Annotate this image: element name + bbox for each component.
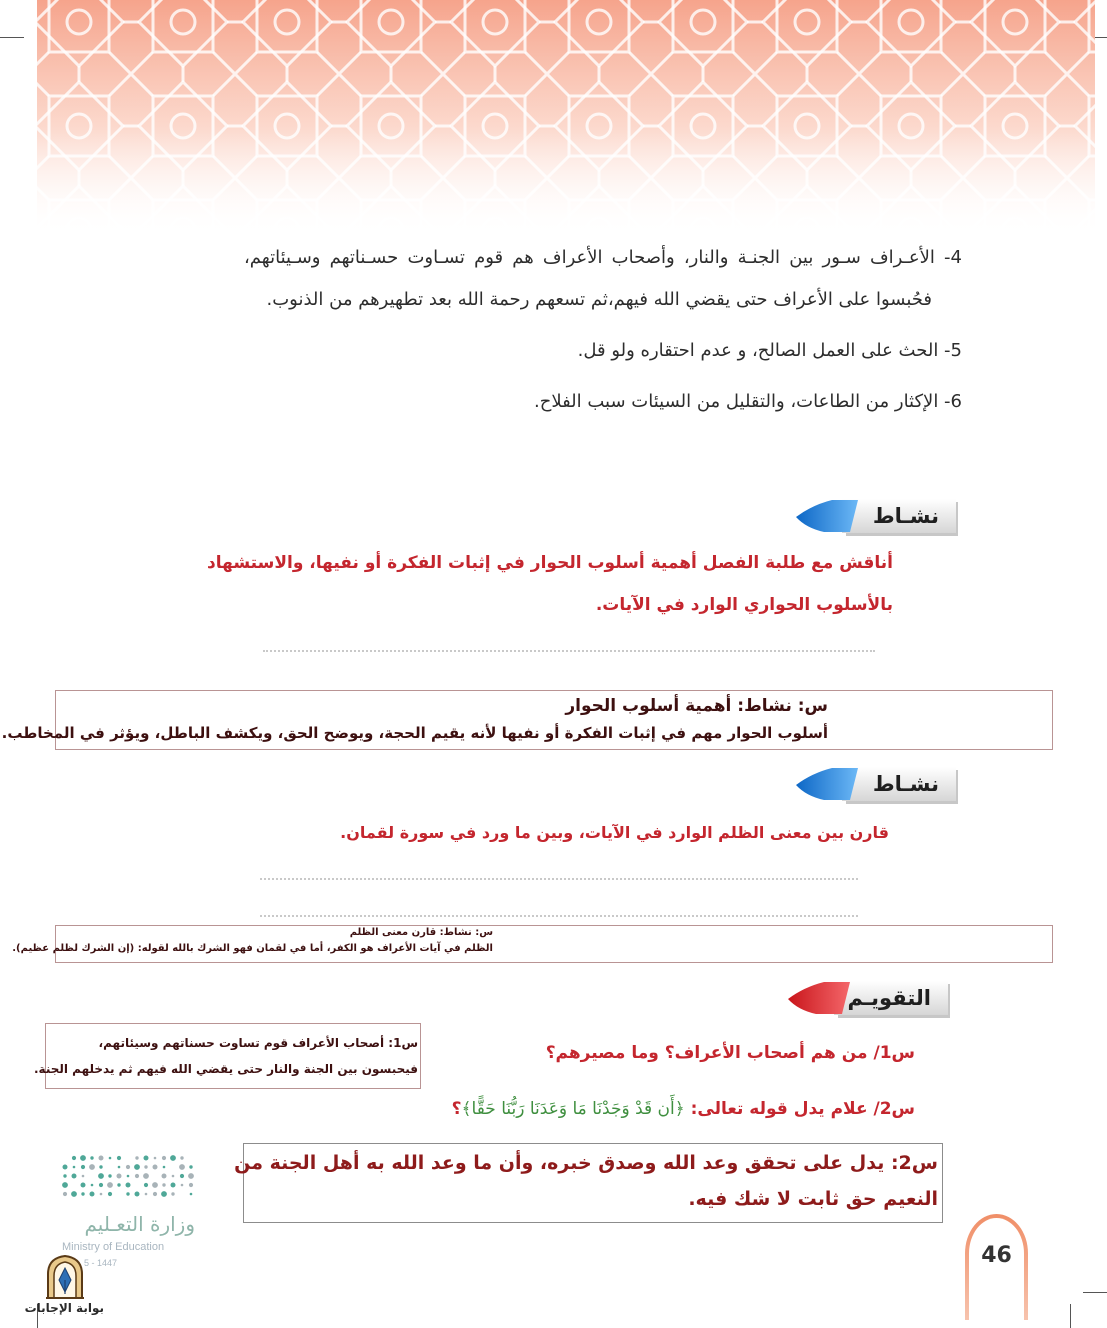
question-2-suffix: ؟ xyxy=(451,1099,462,1119)
question-2 xyxy=(452,1096,915,1122)
logo-dot xyxy=(117,1174,122,1179)
activity-1-answer-line xyxy=(263,650,875,652)
activity-2-prompt: قارن بين معنى الظلم الوارد في الآيات، وبين ما ورد في سورة لقمان. xyxy=(340,823,889,842)
logo-dot xyxy=(127,1175,130,1178)
logo-dot xyxy=(162,1156,166,1160)
logo-dot xyxy=(135,1174,139,1178)
logo-dot xyxy=(163,1166,166,1169)
logo-dot xyxy=(189,1165,192,1168)
content-item-5: 5- الحث على العمل الصالح، و عدم احتقاره ولو قل. xyxy=(577,340,962,361)
content-item-4-line-2: فحُبسوا على الأعراف حتى يقضي الله فيهم،ثم تسعهم رحمة الله بعد تطهيرهم من الذنوب. xyxy=(266,289,932,310)
activity-1-heading-label: نشـاط xyxy=(872,504,939,528)
logo-dot xyxy=(188,1173,194,1179)
logo-dot xyxy=(181,1184,184,1187)
logo-dot xyxy=(172,1175,175,1178)
logo-dot xyxy=(117,1156,121,1160)
question-2-answer-line-2: النعيم حق ثابت لا شك فيه. xyxy=(688,1188,938,1210)
logo-dot xyxy=(108,1192,112,1196)
logo-dot xyxy=(91,1184,94,1187)
activity-2-heading xyxy=(794,764,959,806)
logo-dot xyxy=(180,1156,183,1159)
logo-dot xyxy=(107,1182,113,1188)
question-2-verse: ﴿أَن قَدْ وَجَدْنَا مَا وَعَدَنَا رَبُّنَا حَقًّا﴾ xyxy=(461,1099,685,1119)
logo-dot xyxy=(98,1173,104,1179)
logo-dot xyxy=(144,1156,149,1161)
evaluation-heading-label: التقويـم xyxy=(847,986,931,1010)
question-2-answer-line-1: س2: يدل على تحقق وعد الله وصدق خبره، وأن ما وعد الله به أهل الجنة من xyxy=(234,1152,938,1174)
logo-dot xyxy=(63,1165,68,1170)
logo-dot xyxy=(71,1191,77,1197)
page-number: 46 xyxy=(981,1243,1012,1268)
logo-dot xyxy=(81,1192,84,1195)
crop-mark-top-left-h xyxy=(0,37,24,38)
logo-dot xyxy=(109,1157,112,1160)
activity-2-answer-text: الظلم في آيات الأعراف هو الكفر، أما في لقمان فهو الشرك بالله لقوله: (إن الشرك لظلم عظيم). xyxy=(12,943,493,954)
logo-dot xyxy=(179,1164,185,1170)
logo-dot xyxy=(154,1157,157,1160)
content-item-4-line-1: 4- الأعـراف سـور بين الجنـة والنار، وأصحاب الأعراف هم قوم تسـاوت حسـناتهم وسـيئاتهم، xyxy=(244,247,962,268)
logo-dot xyxy=(126,1192,129,1195)
logo-dot xyxy=(153,1165,158,1170)
logo-dot xyxy=(99,1183,103,1187)
logo-dot xyxy=(82,1175,85,1178)
activity-2-answer-line-1 xyxy=(260,878,858,880)
question-2-prefix: س2/ علام يدل قوله تعالى: xyxy=(684,1099,915,1119)
logo-dot xyxy=(143,1173,149,1179)
logo-dot xyxy=(145,1193,148,1196)
logo-dot xyxy=(171,1183,176,1188)
crop-mark-bottom-right-v xyxy=(1070,1304,1071,1328)
page-number-tab-inner xyxy=(969,1218,1024,1320)
page-number-tab xyxy=(965,1214,1028,1320)
activity-1-answer-title: س: نشاط: أهمية أسلوب الحوار xyxy=(565,696,828,716)
ministry-name-ar: وزارة التعـليم xyxy=(84,1212,195,1236)
evaluation-heading xyxy=(786,978,951,1020)
logo-dot xyxy=(90,1156,93,1159)
logo-dot xyxy=(190,1193,193,1196)
logo-dot xyxy=(144,1165,147,1168)
logo-dot xyxy=(80,1155,86,1161)
activity-1-heading xyxy=(794,496,959,538)
logo-dot xyxy=(63,1192,67,1196)
logo-dot xyxy=(99,1165,102,1168)
logo-dot xyxy=(81,1183,86,1188)
ministry-logo-dots xyxy=(60,1153,200,1199)
activity-1-prompt-line-2: بالأسلوب الحواري الوارد في الآيات. xyxy=(595,595,893,615)
ministry-name-en: Ministry of Education xyxy=(62,1241,165,1253)
question-1: س1/ من هم أصحاب الأعراف؟ وما مصيرهم؟ xyxy=(545,1043,915,1063)
activity-2-heading-label: نشـاط xyxy=(872,772,939,796)
domed-building-icon xyxy=(44,1254,86,1300)
logo-dot xyxy=(170,1155,176,1161)
logo-dot xyxy=(126,1183,131,1188)
activity-1-answer-text: أسلوب الحوار مهم في إثبات الفكرة أو نفيها لأنه يقيم الحجة، ويوضح الحق، ويكشف الباطل، ويؤثر في المخاطب. xyxy=(1,724,828,742)
logo-dot xyxy=(126,1165,130,1169)
watermark-text: بوابة الإجابات xyxy=(24,1301,104,1315)
decorative-header-pattern xyxy=(37,0,1095,236)
logo-dot xyxy=(63,1174,66,1177)
logo-dot xyxy=(135,1156,138,1159)
content-item-6: 6- الإكثار من الطاعات، والتقليل من السيئات سبب الفلاح. xyxy=(533,391,962,412)
logo-dot xyxy=(134,1164,140,1170)
logo-dot xyxy=(189,1183,193,1187)
ministry-year: 5 - 1447 xyxy=(84,1258,118,1268)
logo-dot xyxy=(117,1183,120,1186)
activity-2-answer-title: س: نشاط: قارن معنى الظلم xyxy=(349,927,493,938)
logo-dot xyxy=(144,1183,148,1187)
logo-dot xyxy=(72,1156,76,1160)
crop-mark-bottom-right-h xyxy=(1083,1292,1107,1293)
logo-dot xyxy=(152,1182,158,1188)
logo-dot xyxy=(62,1182,68,1188)
logo-dot xyxy=(171,1192,174,1195)
logo-dot xyxy=(72,1174,77,1179)
logo-dot xyxy=(73,1166,76,1169)
logo-dot xyxy=(180,1174,184,1178)
logo-dot xyxy=(99,1156,104,1161)
logo-dot xyxy=(81,1165,85,1169)
logo-dot xyxy=(162,1174,167,1179)
logo-dot xyxy=(118,1166,121,1169)
logo-dot xyxy=(135,1192,140,1197)
question-1-answer-line-1: س1: أصحاب الأعراف قوم تساوت حسناتهم وسيئاتهم، xyxy=(98,1036,418,1050)
logo-dot xyxy=(153,1192,157,1196)
activity-2-answer-line-2 xyxy=(260,915,858,917)
logo-dot xyxy=(162,1183,165,1186)
logo-dot xyxy=(161,1191,167,1197)
logo-dot xyxy=(90,1192,95,1197)
logo-dot xyxy=(100,1193,103,1196)
question-1-answer-line-2: فيحبسون بين الجنة والنار حتى يقضي الله فيهم ثم يدخلهم الجنة. xyxy=(33,1062,418,1076)
logo-dot xyxy=(108,1174,111,1177)
activity-1-prompt-line-1: أناقش مع طلبة الفصل أهمية أسلوب الحوار في إثبات الفكرة أو نفيها، والاستشهاد xyxy=(207,553,893,573)
logo-dot xyxy=(89,1164,95,1170)
